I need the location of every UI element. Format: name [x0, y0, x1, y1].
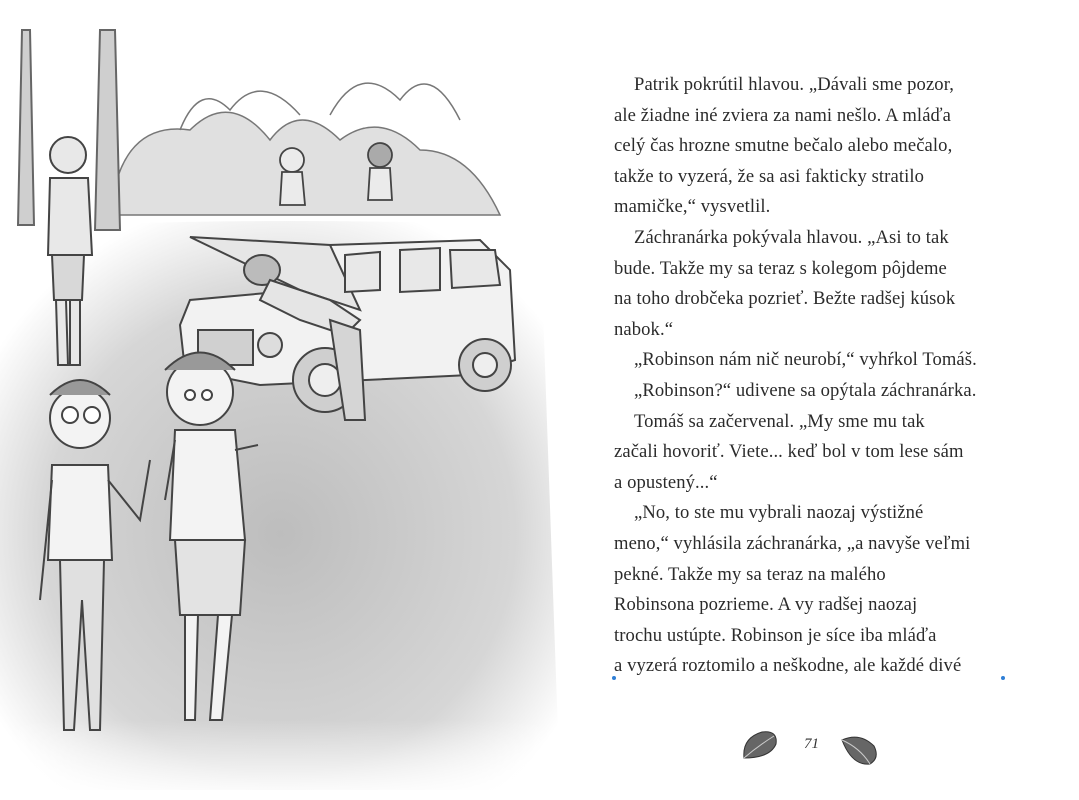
text-line: ale žiadne iné zviera za nami nešlo. A mláďa [614, 104, 952, 126]
text-line: mamičke,“ vysvetlil. [614, 196, 771, 218]
text-line: „No, to ste mu vybrali naozaj výstižné [634, 502, 924, 524]
selection-end-handle[interactable] [1001, 676, 1005, 680]
selection-start-handle[interactable] [612, 676, 616, 680]
text-line: Tomáš sa začervenal. „My sme mu tak [634, 410, 925, 432]
text-line: pekné. Takže my sa teraz na malého [614, 563, 886, 585]
text-line: meno,“ vyhlásila záchranárka, „a navyše veľmi [614, 532, 971, 554]
text-line: celý čas hrozne smutne bečalo alebo mečalo, [614, 135, 953, 157]
text-line: bude. Takže my sa teraz s kolegom pôjdeme [614, 257, 947, 279]
text-line: Robinsona pozrieme. A vy radšej naozaj [614, 594, 918, 616]
text-line: a opustený...“ [614, 471, 718, 493]
text-line: Záchranárka pokývala hlavou. „Asi to tak [634, 226, 949, 248]
text-line: a vyzerá roztomilo a neškodne, ale každé divé [614, 655, 962, 677]
leaf-icon [740, 728, 780, 762]
leaf-icon [840, 732, 880, 766]
page-number: 71 [804, 736, 819, 752]
text-line: nabok.“ [614, 318, 674, 340]
text-line: Patrik pokrútil hlavou. „Dávali sme pozor, [634, 74, 954, 95]
text-line: na toho drobčeka pozrieť. Bežte radšej kúsok [614, 288, 956, 310]
text-line: trochu ustúpte. Robinson je síce iba mláďa [614, 624, 937, 646]
text-line: „Robinson?“ udivene sa opýtala záchranárka. [634, 379, 977, 401]
text-line: „Robinson nám nič neurobí,“ vyhŕkol Tomáš. [634, 349, 977, 371]
page-footer [740, 722, 890, 772]
text-line: začali hovoriť. Viete... keď bol v tom lese sám [614, 441, 964, 463]
text-line: takže to vyzerá, že sa asi fakticky stratilo [614, 165, 925, 187]
page-text [614, 70, 1034, 682]
